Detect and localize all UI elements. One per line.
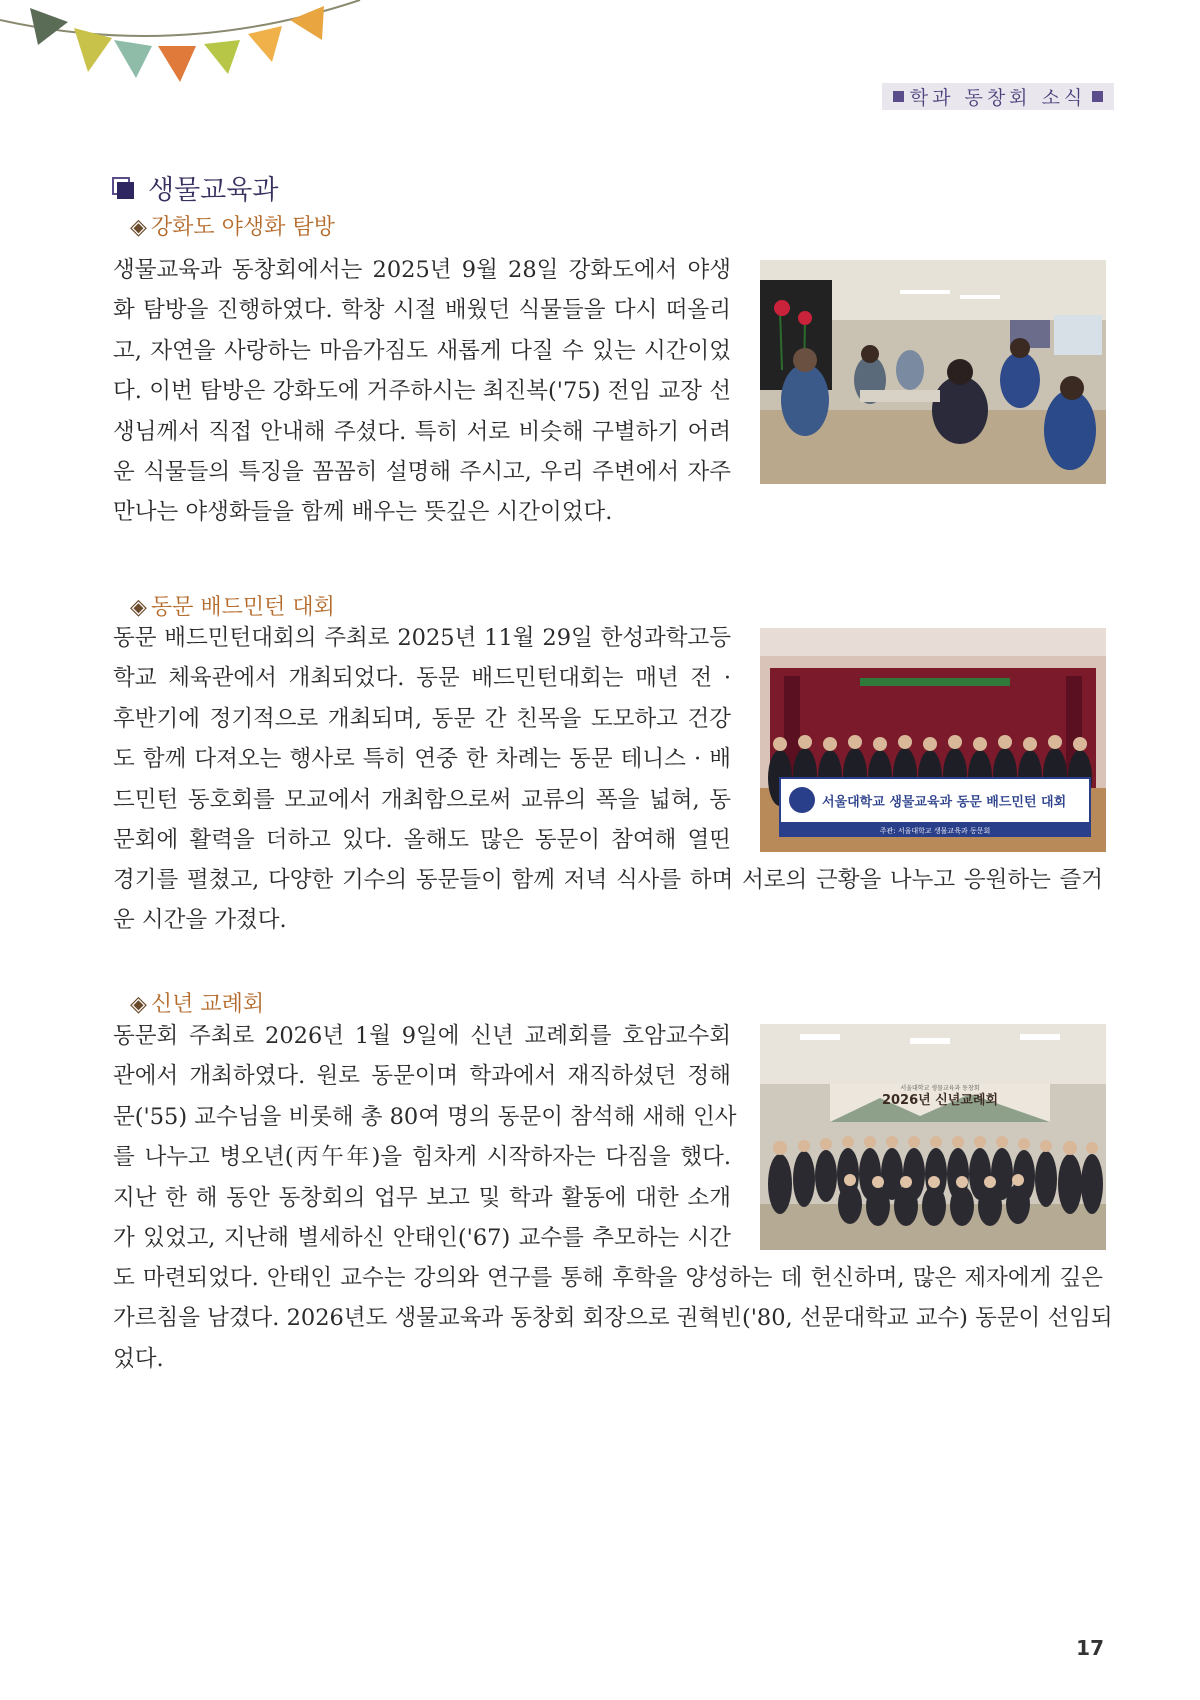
photo-wildflower-tour bbox=[760, 260, 1106, 484]
article-body-continued: 경기를 펼쳤고, 다양한 기수의 동문들이 함께 저녁 식사를 하며 서로의 근황을 나누고 응원하는 즐거 운 시간을 가졌다. bbox=[113, 867, 1103, 934]
section-tag-label: 학과 동창회 소식 bbox=[909, 87, 1087, 109]
article-subtitle: ◈ 동문 배드민턴 대회 bbox=[130, 595, 335, 620]
article-body: 동문회 주최로 2026년 1월 9일에 신년 교례회를 호암교수회 관에서 개최하였다. 원로 동문이며 학과에서 재직하셨던 정해 문('55) 교수님을 비롯해 총 80여 명의 동문이 참석해 새해 인사 를 나누고 병오년(丙午年)을 힘차게 시작하자는 다짐을 했다. 지난 한 해 동안 동창회의 업무 보고 및 학과 활동에 대한 소개 가 있었고, 지난해 별세하신 안태인('67) 교수를 추모하는 시간 bbox=[113, 1023, 737, 1252]
article-subtitle: ◈ 강화도 야생화 탐방 bbox=[130, 215, 335, 240]
square-bullet-icon bbox=[893, 91, 904, 102]
article-subtitle: ◈ 신년 교례회 bbox=[130, 992, 265, 1017]
diamond-icon: ◈ bbox=[130, 215, 147, 240]
banner-subtext: 주관: 서울대학교 생물교육과 동문회 bbox=[879, 827, 991, 835]
diamond-icon: ◈ bbox=[130, 992, 147, 1017]
department-title bbox=[112, 168, 278, 207]
page-number: 17 bbox=[1076, 1636, 1104, 1660]
article-body: 동문 배드민턴대회의 주최로 2025년 11월 29일 한성과학고등 학교 체육관에서 개최되었다. 동문 배드민턴대회는 매년 전 · 후반기에 정기적으로 개최되며, 동문 간 친목을 도모하고 건강 도 함께 다져오는 행사로 특히 연중 한 차례는 동문 테니스 · 배 드민턴 동호회를 모교에서 개최함으로써 교류의 폭을 넓혀, 동 문회에 활력을 더하고 있다. 올해도 많은 동문이 참여해 열띤 bbox=[113, 625, 731, 854]
banner-text: 2026년 신년교례회 bbox=[881, 1093, 999, 1108]
article-body: 생물교육과 동창회에서는 2025년 9월 28일 강화도에서 야생 화 탐방을 진행하였다. 학창 시절 배웠던 식물들을 다시 떠올리 고, 자연을 사랑하는 마음가짐도 새롭게 다질 수 있는 시간이었 다. 이번 탐방은 강화도에 거주하시는 최진복('75) 전임 교장 선 생님께서 직접 안내해 주셨다. 특히 서로 비슷해 구별하기 어려 운 식물들의 특징을 꼼꼼히 설명해 주시고, 우리 주변에서 자주 만나는 야생화들을 함께 배우는 뜻깊은 시간이었다. bbox=[113, 257, 731, 526]
photo-badminton-tournament bbox=[760, 628, 1106, 852]
department-title-text: 생물교육과 bbox=[148, 175, 279, 206]
diamond-icon: ◈ bbox=[130, 595, 147, 620]
square-bullet-icon bbox=[1092, 91, 1103, 102]
photo-new-year-gathering bbox=[760, 1024, 1106, 1250]
banner-subtext: 서울대학교 생물교육과 동창회 bbox=[900, 1085, 980, 1092]
section-tag bbox=[882, 83, 1114, 110]
banner-text: 서울대학교 생물교육과 동문 배드민턴 대회 bbox=[822, 795, 1067, 810]
article-body-continued: 도 마련되었다. 안태인 교수는 강의와 연구를 통해 후학을 양성하는 데 헌신하며, 많은 제자에게 깊은 가르침을 남겼다. 2026년도 생물교육과 동창회 회장으로 권혁빈('80, 선문대학교 교수) 동문이 선임되 었다. bbox=[113, 1265, 1113, 1372]
square-box-icon bbox=[112, 177, 134, 199]
bunting-decoration bbox=[0, 0, 380, 100]
